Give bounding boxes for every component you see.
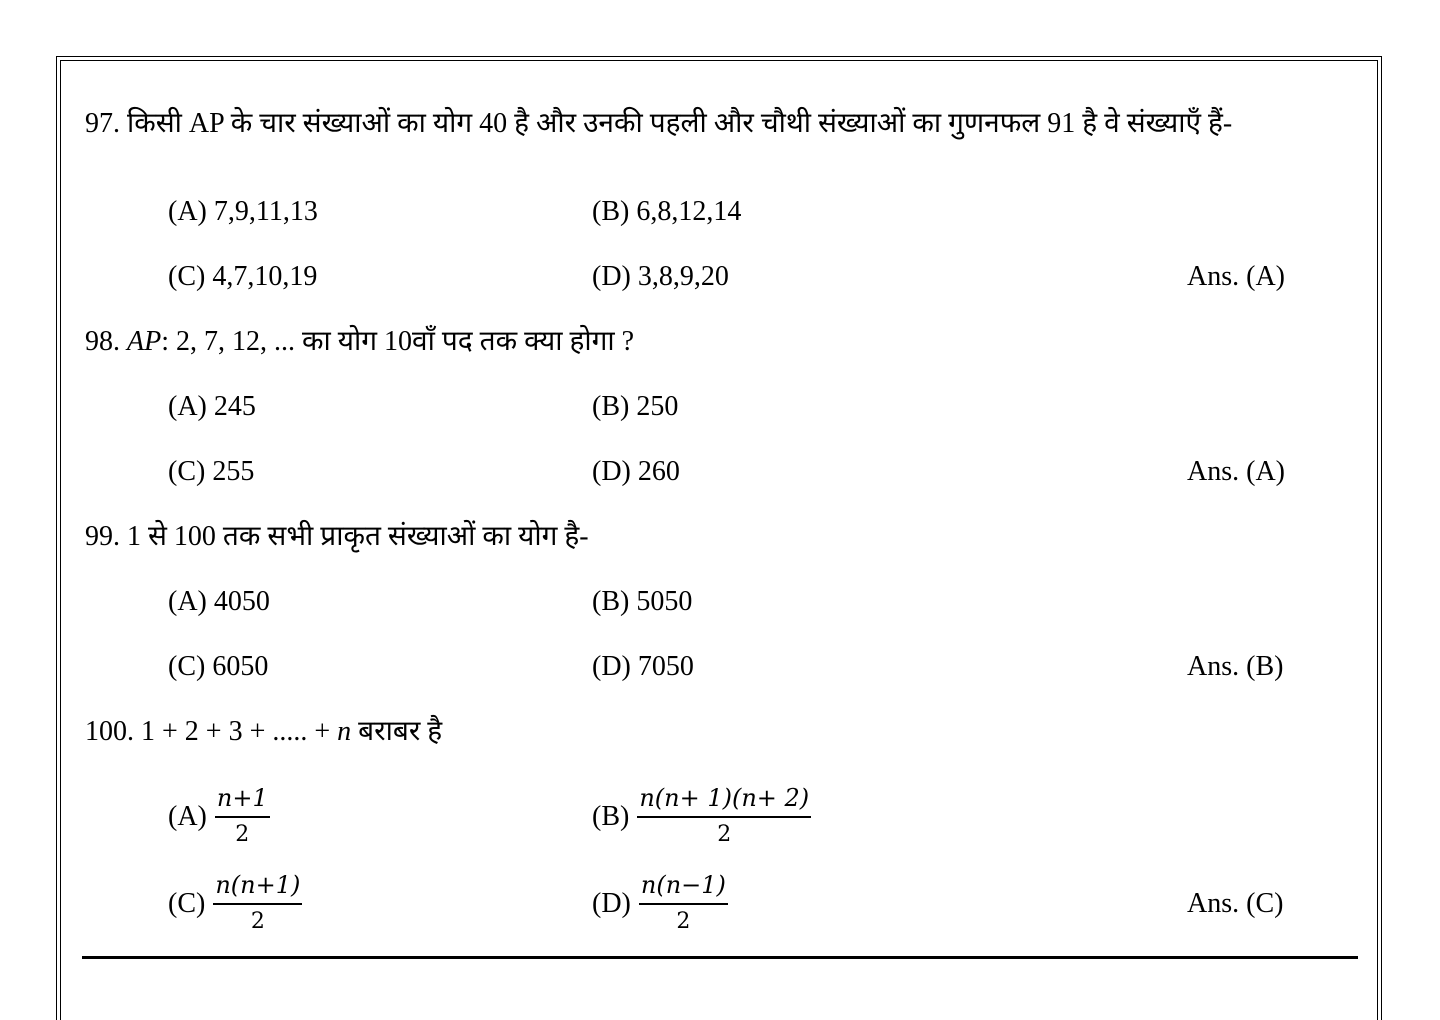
question-number: 98.: [85, 326, 120, 357]
q98-option-b: (B) 250: [592, 391, 679, 422]
q98-option-d: (D) 260: [592, 456, 680, 487]
fraction-denominator: 2: [235, 822, 250, 847]
q98-option-c: (C) 255: [168, 456, 255, 487]
q100-option-b: [592, 783, 811, 850]
q97-option-b: (B) 6,8,12,14: [592, 196, 742, 227]
q98-answer: Ans. (A): [1187, 456, 1285, 487]
question-number: 100.: [85, 716, 134, 747]
q99-option-a: (A) 4050: [168, 586, 270, 617]
fraction-numerator: n(n+ 1)(n+ 2): [637, 783, 811, 818]
q99-answer: Ans. (B): [1187, 651, 1284, 682]
question-number: 99.: [85, 521, 120, 552]
fraction-numerator: n+1: [215, 783, 270, 818]
q100-answer: Ans. (C): [1187, 888, 1284, 919]
option-label: (B): [592, 800, 630, 832]
fraction-denominator: 2: [676, 909, 691, 934]
bottom-divider: [82, 956, 1358, 959]
q100-option-a: [168, 783, 270, 850]
q97-option-c: (C) 4,7,10,19: [168, 261, 318, 292]
question-number: 97.: [85, 108, 120, 139]
question-text: 1 से 100 तक सभी प्राकृत संख्याओं का योग है-: [127, 521, 589, 552]
option-label: (C): [168, 887, 206, 919]
fraction-numerator: n(n−1): [639, 870, 728, 905]
question-text-post: बराबर है: [358, 716, 443, 747]
question-98: [85, 326, 634, 358]
question-99: [85, 521, 589, 553]
question-variable: n: [337, 716, 352, 747]
question-text: : 2, 7, 12, ... का योग 10वाँ पद तक क्या होगा ?: [161, 326, 635, 357]
question-text: 1 + 2 + 3 + ..... +: [141, 716, 331, 747]
q100-option-d: [592, 870, 728, 937]
question-97: [85, 108, 1232, 140]
q97-answer: Ans. (A): [1187, 261, 1285, 292]
fraction: [215, 783, 270, 850]
fraction: [639, 870, 728, 937]
question-text-italic: AP: [127, 326, 162, 357]
question-100: [85, 716, 442, 748]
option-label: (A): [168, 800, 207, 832]
fraction-denominator: 2: [717, 822, 732, 847]
q97-option-a: (A) 7,9,11,13: [168, 196, 318, 227]
q100-option-c: [168, 870, 302, 937]
fraction-denominator: 2: [250, 909, 265, 934]
q99-option-b: (B) 5050: [592, 586, 693, 617]
fraction-numerator: n(n+1): [213, 870, 302, 905]
q99-option-d: (D) 7050: [592, 651, 694, 682]
fraction: [213, 870, 302, 937]
question-text: किसी AP के चार संख्याओं का योग 40 है और उनकी पहली और चौथी संख्याओं का गुणनफल 91 है वे संख्याएँ हैं-: [127, 108, 1233, 139]
option-label: (D): [592, 887, 631, 919]
q97-option-d: (D) 3,8,9,20: [592, 261, 729, 292]
q99-option-c: (C) 6050: [168, 651, 269, 682]
q98-option-a: (A) 245: [168, 391, 256, 422]
fraction: [637, 783, 811, 850]
